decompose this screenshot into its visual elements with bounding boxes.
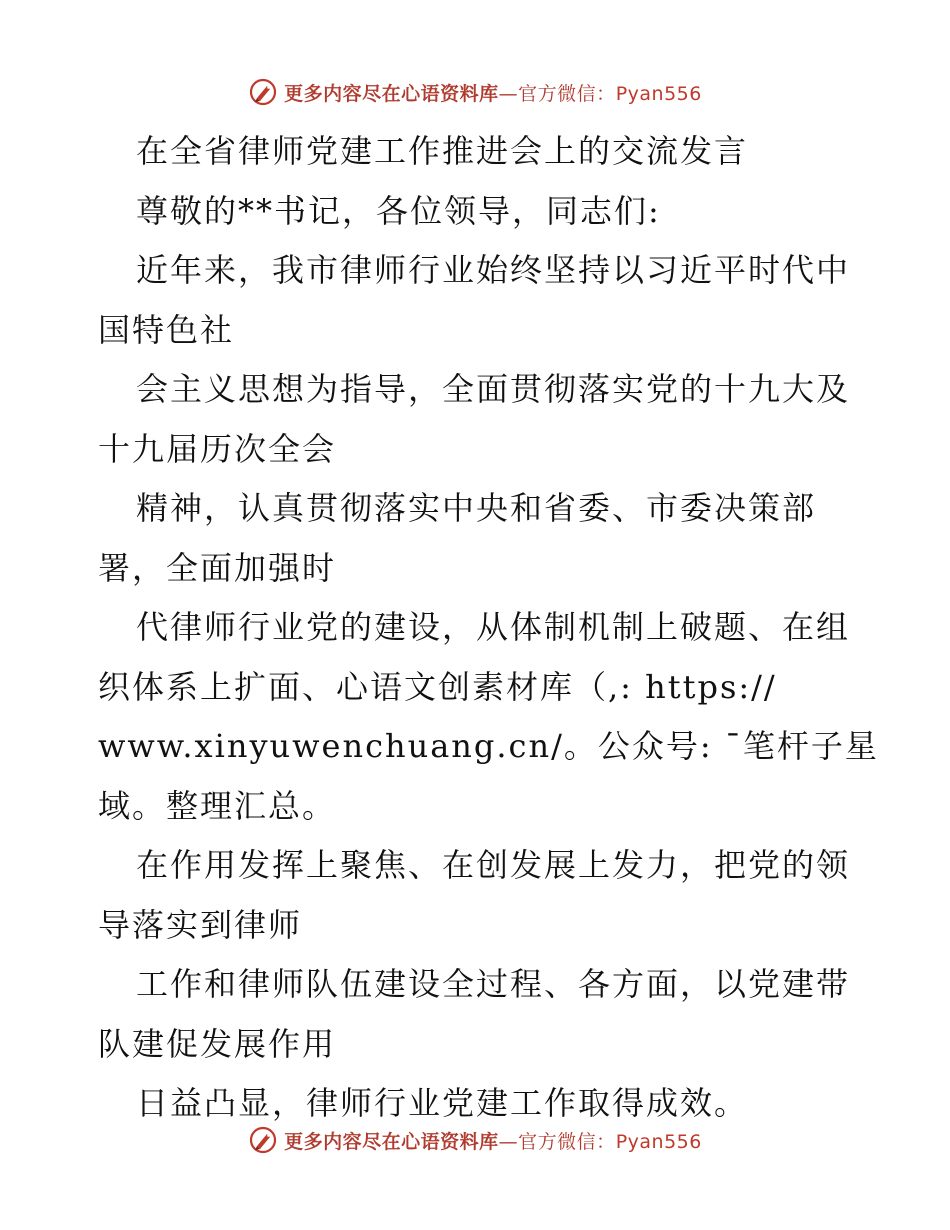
wechat-id: Pyan556 [615,82,702,105]
paragraph-line: 织体系上扩面、心语文创素材库（,: https:// [98,667,777,706]
paragraph-line: 国特色社 [98,310,235,349]
paragraph-line: 队建促发展作用 [98,1024,337,1063]
wechat-id: Pyan556 [615,1130,702,1153]
salutation: 尊敬的**书记，各位领导，同志们: [136,191,661,230]
paragraph-line: 署，全面加强时 [98,548,337,587]
pen-seal-logo-icon [248,1125,278,1155]
paragraph-line: 工作和律师队伍建设全过程、各方面，以党建带 [136,965,851,1003]
paragraph-line: 代律师行业党的建设，从体制机制上破题、在组 [136,608,851,646]
banner-label: 更多内容尽在心语资料库 [284,82,499,105]
header-banner [0,72,950,112]
paragraph-line: 近年来，我市律师行业始终坚持以习近平时代中 [136,251,851,289]
document-title: 在全省律师党建工作推进会上的交流发言 [136,132,749,170]
banner-label: 更多内容尽在心语资料库 [284,1130,499,1153]
paragraph-line: 域。整理汇总。 [98,786,337,825]
paragraph-line: 会主义思想为指导，全面贯彻落实党的十九大及 [136,370,851,408]
banner-text [284,1127,702,1154]
paragraph-line: www.xinyuwenchuang.cn/。公众号: ¯笔杆子星 [98,727,879,765]
document-body [98,122,879,1134]
pen-seal-logo-icon [248,77,278,107]
paragraph-line: 十九届历次全会 [98,429,337,468]
wechat-label: 官方微信： [518,1130,616,1153]
paragraph-line: 日益凸显，律师行业党建工作取得成效。 [136,1084,749,1122]
paragraph-line: 在作用发挥上聚焦、在创发展上发力，把党的领 [136,846,851,884]
wechat-label: 官方微信： [518,82,616,105]
banner-separator: — [498,1130,519,1153]
banner-separator: — [498,82,519,105]
paragraph-line: 精神，认真贯彻落实中央和省委、市委决策部 [136,489,817,527]
footer-banner [0,1120,950,1160]
banner-text [284,79,702,106]
paragraph-line: 导落实到律师 [98,905,303,944]
